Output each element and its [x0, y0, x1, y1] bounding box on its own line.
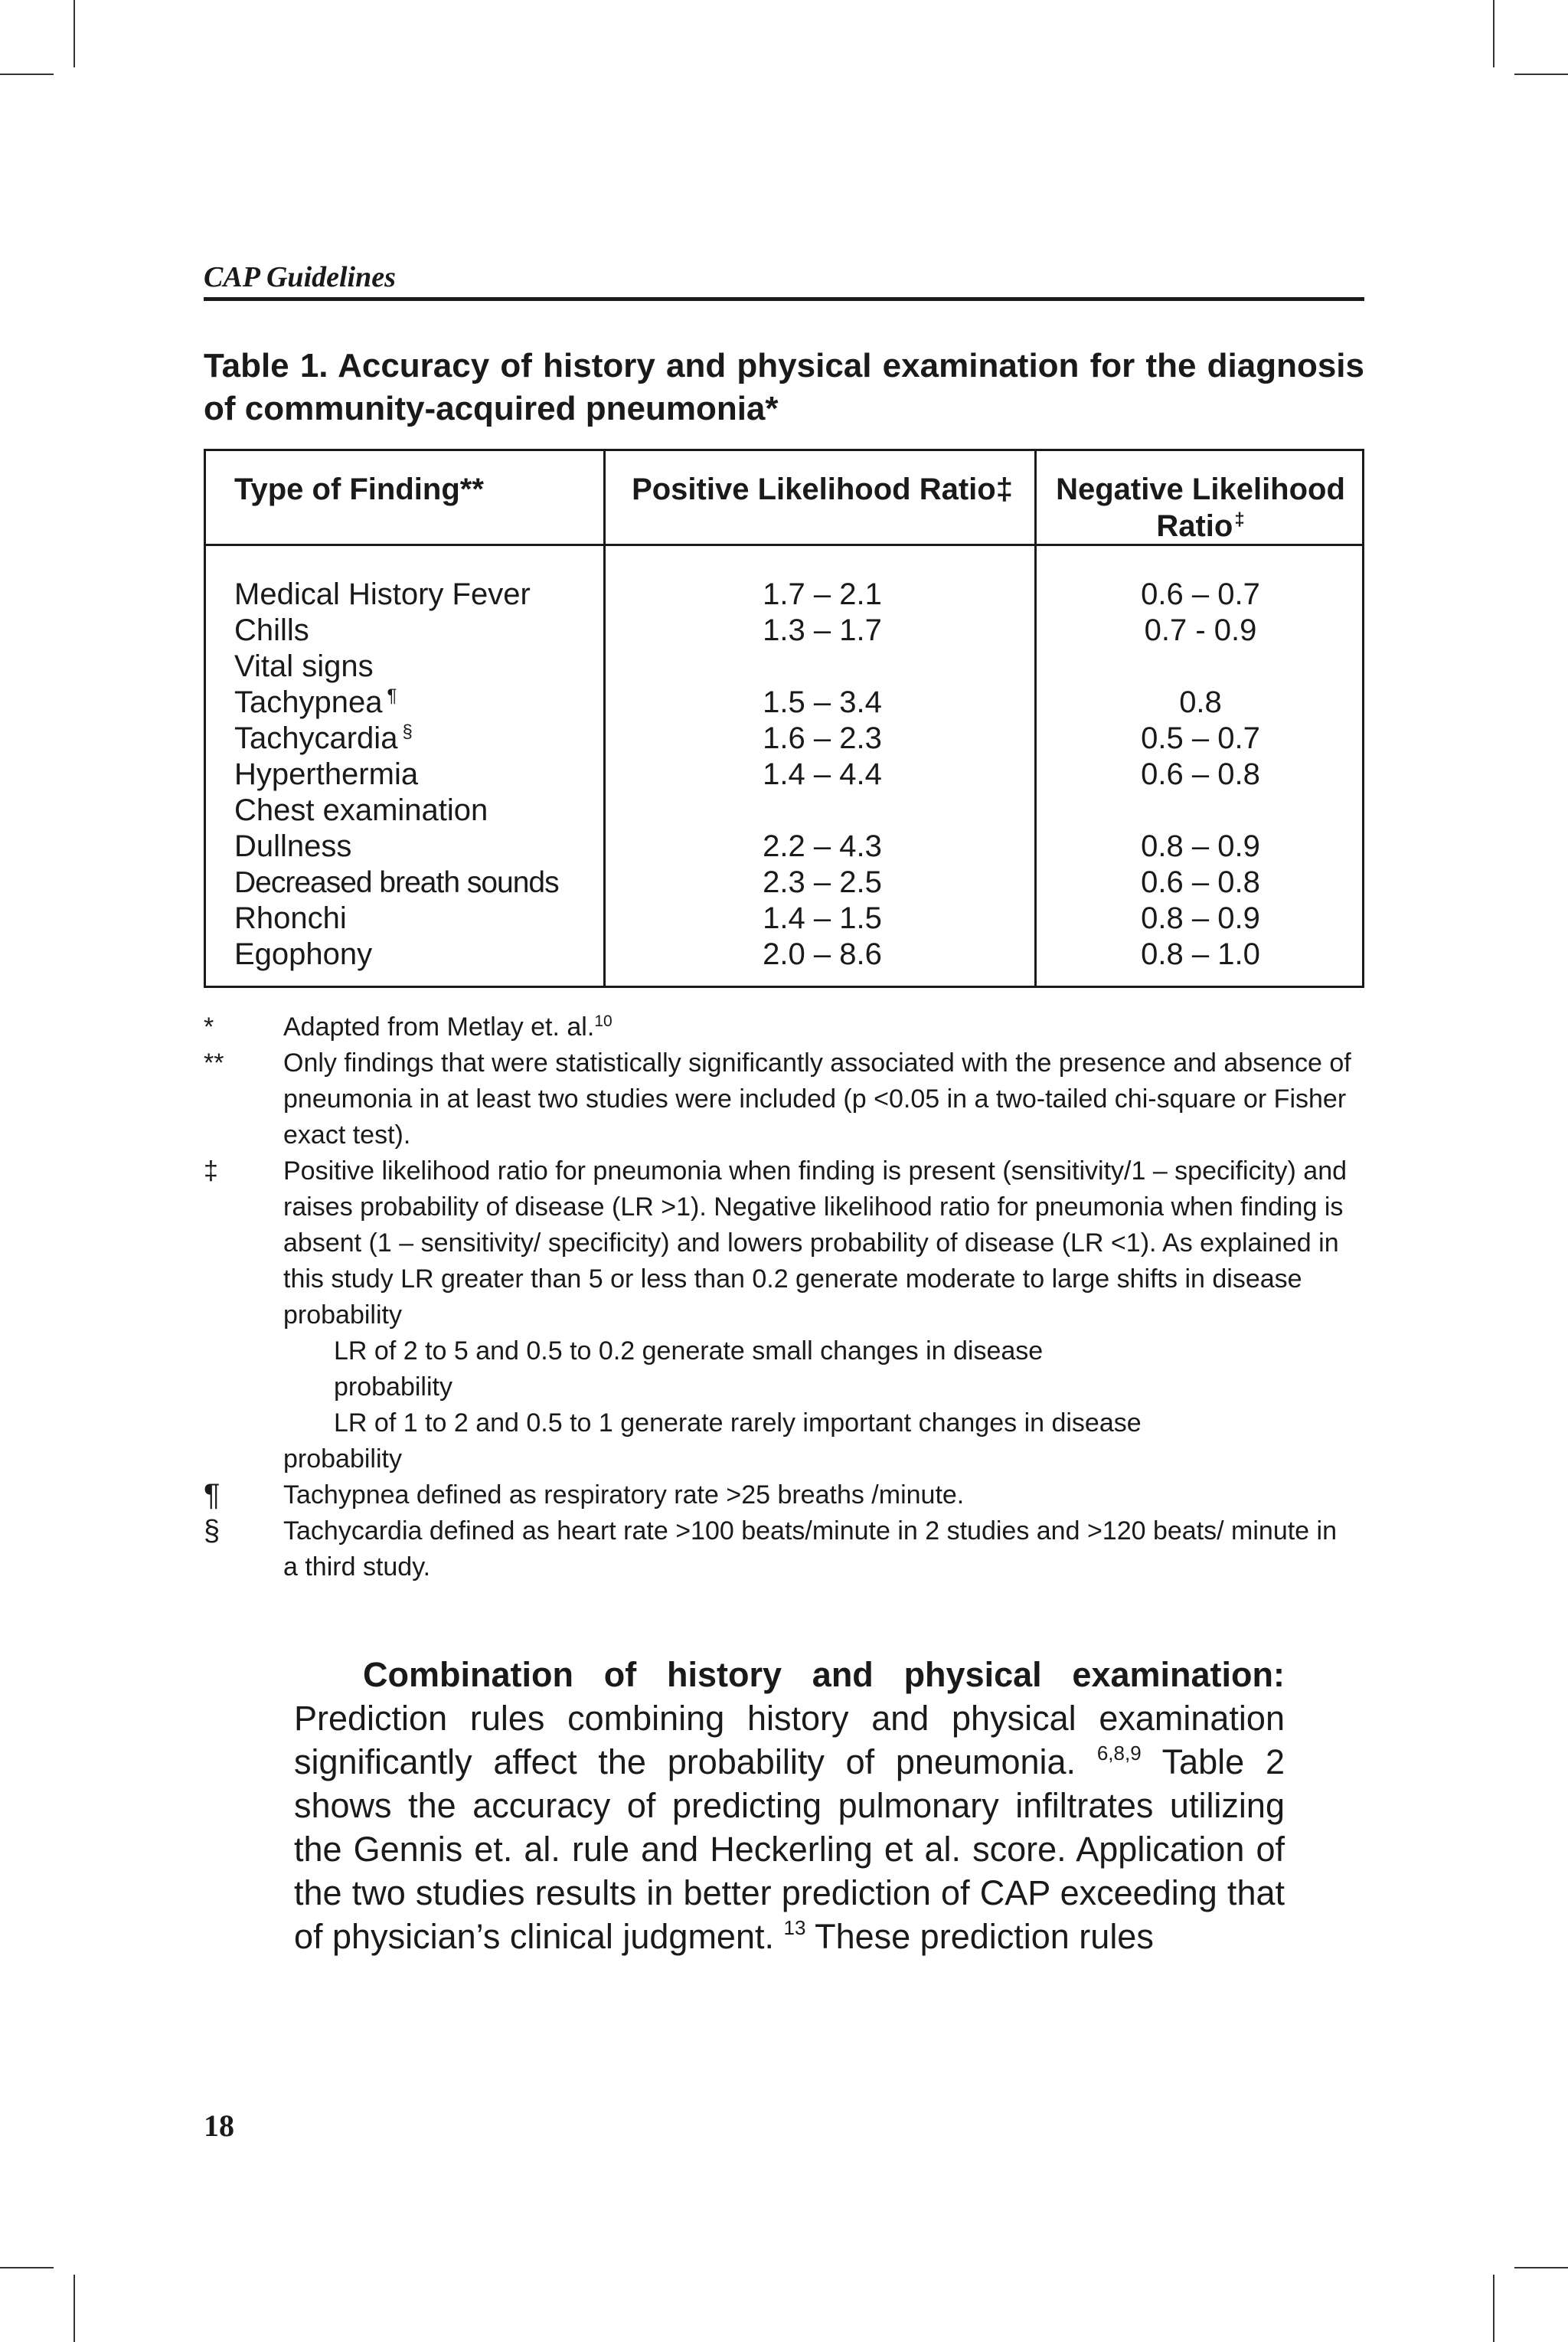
likelihood-ratio-table — [204, 449, 1364, 988]
table-row — [206, 757, 1362, 793]
cell-finding: Hyperthermia — [234, 757, 419, 791]
paragraph-text: These prediction rules — [805, 1917, 1154, 1956]
crop-mark — [1493, 2275, 1494, 2342]
table-row — [206, 721, 1362, 757]
column-header-negative-line1: Negative Likelihood — [1056, 473, 1345, 506]
cell-negative: 0.5 – 0.7 — [1141, 721, 1260, 755]
cell-finding-text: Tachycardia — [234, 721, 398, 755]
cell-finding: Rhonchi — [234, 901, 347, 935]
cell-positive: 2.2 – 4.3 — [763, 829, 882, 863]
cell-negative: 0.6 – 0.8 — [1141, 757, 1260, 791]
cell-finding: Medical History Fever — [234, 577, 531, 611]
citation: 6,8,9 — [1096, 1742, 1142, 1765]
page-number: 18 — [204, 2108, 234, 2143]
cell-positive: 2.0 – 8.6 — [763, 937, 882, 971]
crop-mark — [0, 74, 54, 75]
table-row — [206, 865, 1362, 901]
cell-finding — [234, 721, 617, 757]
column-header-finding: Type of Finding** — [234, 473, 484, 506]
paragraph-text: Table 2 shows the accuracy of predicting pulmonary infiltrates utilizing the Gennis et. al. rule and Heckerling et al. score. Application of the two studies results in better prediction of CAP exceeding that of physician’s clinical judgment. — [294, 1742, 1285, 1956]
cell-positive: 1.4 – 1.5 — [763, 901, 882, 935]
footnote-symbol: ** — [204, 1048, 224, 1078]
table-row — [206, 685, 1362, 721]
cell-finding-text: Tachypnea — [234, 685, 383, 719]
table-row — [206, 829, 1362, 865]
cell-positive: 1.7 – 2.1 — [763, 577, 882, 611]
table-row — [206, 937, 1362, 973]
pilcrow-mark: ¶ — [387, 685, 397, 706]
running-header: CAP Guidelines — [204, 261, 396, 293]
footnote-text — [283, 1009, 1352, 1045]
footnote-text: Tachypnea defined as respiratory rate >25 breaths /minute. — [283, 1480, 965, 1510]
section-mark: § — [402, 721, 413, 742]
column-header-positive-lr: Positive Likelihood Ratio‡ — [632, 473, 1013, 506]
cell-finding: Egophony — [234, 937, 373, 971]
cell-negative: 0.6 – 0.7 — [1141, 577, 1260, 611]
paragraph-lead: Combination of history and physical examination: — [363, 1655, 1285, 1694]
footnote-symbol: ‡ — [204, 1156, 218, 1186]
cell-negative: 0.8 — [1179, 685, 1222, 719]
cell-finding: Dullness — [234, 829, 352, 863]
table-row — [206, 649, 1362, 685]
footnote-text: Tachycardia defined as heart rate >100 beats/minute in 2 studies and >120 beats/ minute in a third study. — [283, 1516, 1338, 1582]
crop-mark — [1514, 2267, 1568, 2268]
footnote-symbol: ¶ — [204, 1478, 220, 1512]
footnote — [204, 1477, 1352, 1513]
table-title: Table 1. Accuracy of history and physical examination for the diagnosis of community-acquired pneumonia* — [204, 347, 1364, 427]
column-header-negative-line2 — [1037, 508, 1364, 545]
cell-negative: 0.7 - 0.9 — [1144, 613, 1257, 647]
crop-mark — [0, 2267, 54, 2268]
table-row — [206, 901, 1362, 937]
footnote — [204, 1153, 1352, 1477]
cell-negative: 0.8 – 0.9 — [1141, 829, 1260, 863]
footnote — [204, 1513, 1352, 1585]
citation: 13 — [783, 1916, 806, 1939]
footnote-text: Only findings that were statistically significantly associated with the presence and absence of pneumonia in at least two studies were included (p <0.05 in a two-tailed chi-square or Fisher exact test). — [283, 1048, 1351, 1150]
table-footnotes — [204, 1009, 1352, 1585]
cell-positive: 1.5 – 3.4 — [763, 685, 882, 719]
table-body — [206, 577, 1362, 973]
footnote — [204, 1045, 1352, 1153]
double-dagger-mark: ‡ — [1234, 509, 1245, 530]
table-row — [206, 613, 1362, 649]
paragraph-text: Prediction rules combining history and physical examination significantly affect the probability of pneumonia. — [294, 1699, 1285, 1781]
footnote-subtext: LR of 2 to 5 and 0.5 to 0.2 generate small changes in disease probability — [334, 1336, 1044, 1402]
cell-positive: 1.3 – 1.7 — [763, 613, 882, 647]
footnote-body: Adapted from Metlay et. al. — [283, 1012, 595, 1042]
cell-finding: Chest examination — [234, 793, 488, 827]
table-row — [206, 793, 1362, 829]
cell-positive: 1.6 – 2.3 — [763, 721, 882, 755]
cell-finding — [234, 685, 617, 721]
crop-mark — [74, 2275, 75, 2342]
cell-finding: Chills — [234, 613, 309, 647]
header-rule — [204, 297, 1364, 301]
footnote-symbol: * — [204, 1012, 214, 1042]
cell-negative: 0.8 – 1.0 — [1141, 937, 1260, 971]
body-paragraph — [294, 1653, 1285, 1958]
cell-finding: Decreased breath sounds — [234, 866, 559, 899]
footnote-subtext: LR of 1 to 2 and 0.5 to 1 generate rarely important changes in disease — [334, 1408, 1142, 1438]
cell-negative: 0.8 – 0.9 — [1141, 901, 1260, 935]
crop-mark — [1493, 0, 1494, 67]
crop-mark — [74, 0, 75, 67]
footnote-subtext: probability — [283, 1444, 402, 1474]
cell-positive: 1.4 – 4.4 — [763, 757, 882, 791]
reference-number: 10 — [594, 1012, 612, 1030]
footnote-text: Positive likelihood ratio for pneumonia when finding is present (sensitivity/1 – specificity) and raises probability of disease (LR >1). Negative likelihood ratio for pneumonia when finding is absent (1 – sensitivity/ specificity) and lowers probability of disease (LR <1). As explained in this study LR greater than 5 or less than 0.2 generate moderate to large shifts in disease probability — [283, 1156, 1348, 1330]
cell-negative: 0.6 – 0.8 — [1141, 865, 1260, 899]
crop-mark — [1514, 74, 1568, 75]
column-header-negative-text: Ratio — [1156, 509, 1233, 543]
column-header-negative-lr — [1037, 471, 1364, 545]
cell-finding: Vital signs — [234, 649, 374, 683]
cell-positive: 2.3 – 2.5 — [763, 865, 882, 899]
table-row — [206, 577, 1362, 613]
footnote — [204, 1009, 1352, 1045]
footnote-symbol: § — [204, 1515, 220, 1547]
